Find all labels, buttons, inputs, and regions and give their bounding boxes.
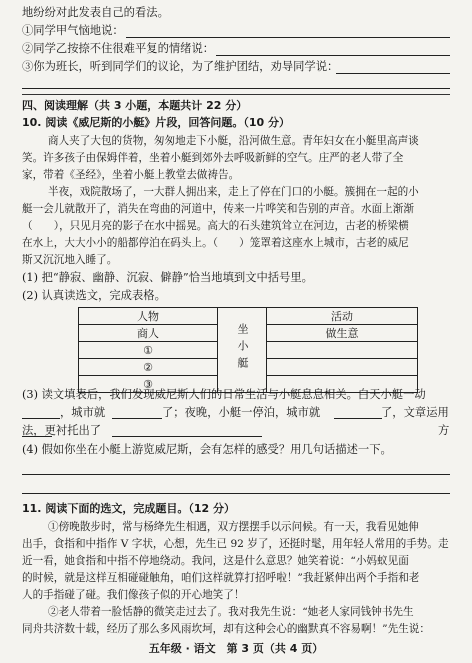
table-cell: 做生意 [267,325,418,342]
passage-line: 在水上，大大小小的船都停泊在码头上。（ ）笼罩着这座水上城市，古老的威尼 [22,237,409,249]
table-header-person: 人物 [79,308,218,325]
answer-line-2[interactable] [216,55,450,56]
answer-blank[interactable] [112,418,162,419]
passage-line: 斯又沉沉地入睡了。 [22,254,118,266]
subquestion-3-text: 方 [438,424,450,437]
table-cell: ③ [79,376,218,393]
answer-blank[interactable] [22,418,60,419]
table-header-activity: 活动 [267,308,418,325]
answer-blank[interactable] [334,418,382,419]
answer-line-4[interactable] [22,474,450,475]
passage-line: 出手，食指和中指作 V 字状，心想，先生已 92 岁了，还挺时髦，用年轻人常用的手势。走 [22,538,449,550]
subquestion-3-text: 了，文章运用 [381,406,449,419]
answer-line-3b[interactable] [22,88,450,89]
table-answer-cell[interactable] [267,342,418,359]
passage-line: 近一看，她食指和中指不停地绕动。我问，这是什么意思？她笑着说：“小妈蚁见面 [22,555,409,567]
section-title: 四、阅读理解（共 3 小题，本题共计 22 分） [22,99,248,112]
passage-line: 商人夹了大包的货物，匆匆地走下小艇，沿河做生意。青年妇女在小艇里高声谈 [48,135,419,147]
section-divider [22,94,450,95]
passage-line: ①傍晚散步时，常与杨绛先生相遇，双方摆摆手以示问候。有一天，我看见她伸 [48,521,419,533]
passage-line: 半夜，戏院散场了，一大群人拥出来，走上了停在门口的小艇。簇拥在一起的小 [48,186,419,198]
table-middle-label: 坐小艇 [236,323,249,374]
answer-line-1[interactable] [126,37,450,38]
table-cell: ② [79,359,218,376]
answer-line-3[interactable] [336,73,450,74]
table-answer-cell[interactable] [267,359,418,376]
passage-line: ②老人带着一脸恬静的微笑走过去了。我对我先生说：“她老人家同钱钟书先生 [48,606,414,618]
subquestion-3-text: 了；夜晚，小艇一停泊，城市就 [162,406,321,419]
prompt-1: ①同学甲气恼地说： [22,24,124,37]
passage-line: （ ），只见月亮的影子在水中摇晃。高大的石头建筑耸立在河边，古老的桥梁横 [22,220,409,232]
intro-line: 地纷纷对此发表自己的看法。 [22,6,169,19]
passage-line: 的时候，就是这样互相碰碰触角，咱们这样就算打招呼啦！”我赶紧伸出两个手指和老 [22,572,420,584]
subquestion-3-text: 法，更衬托出了 [22,424,102,437]
activity-table [78,307,418,393]
passage-line: 家，带着《圣经》，坐着小艇上教堂去做祷告。 [22,169,240,181]
subquestion-3-text: ，城市就 [60,406,106,419]
passage-line: 艇一会儿就散开了，消失在弯曲的河道中，传来一片哗笑和告别的声音。水面上渐渐 [22,203,414,215]
passage-line: 同舟共济数十载，经历了那么多风雨坎坷，却有这种会心的幽默真不容易啊！”先生说： [22,623,430,635]
subquestion-2: (2) 认真读选文，完成表格。 [22,289,166,302]
prompt-3: ③你为班长，听到同学们的议论，为了维护团结，劝导同学说： [22,60,339,73]
subquestion-4: (4) 假如你坐在小艇上游览威尼斯，会有怎样的感受？用几句话描述一下。 [22,443,392,456]
passage-line: 笑。许多孩子由保姆伴着，坐着小艇到郊外去呼吸新鲜的空气。庄严的老人带了全 [22,152,404,164]
question-10-title: 10. 阅读《威尼斯的小艇》片段，回答问题。（10 分） [22,116,290,129]
answer-blank[interactable] [112,436,262,437]
subquestion-3: (3) 读文填表后，我们发现威尼斯人们的日常生活与小艇息息相关。白天小艇一动 [22,388,426,401]
page-footer: 五年级 · 语文 第 3 页（共 4 页） [148,642,324,655]
prompt-2: ②同学乙按捺不住很难平复的情绪说： [22,42,215,55]
table-cell: ① [79,342,218,359]
question-11-title: 11. 阅读下面的选文，完成题目。（12 分） [22,502,235,515]
passage-line: 人的手指碰了碰。我们像孩子似的开心地笑了！ [22,589,245,601]
subquestion-1: (1) 把“静寂、幽静、沉寂、僻静”恰当地填到文中括号里。 [22,271,313,284]
table-cell: 商人 [79,325,218,342]
answer-line-4b[interactable] [22,493,450,494]
